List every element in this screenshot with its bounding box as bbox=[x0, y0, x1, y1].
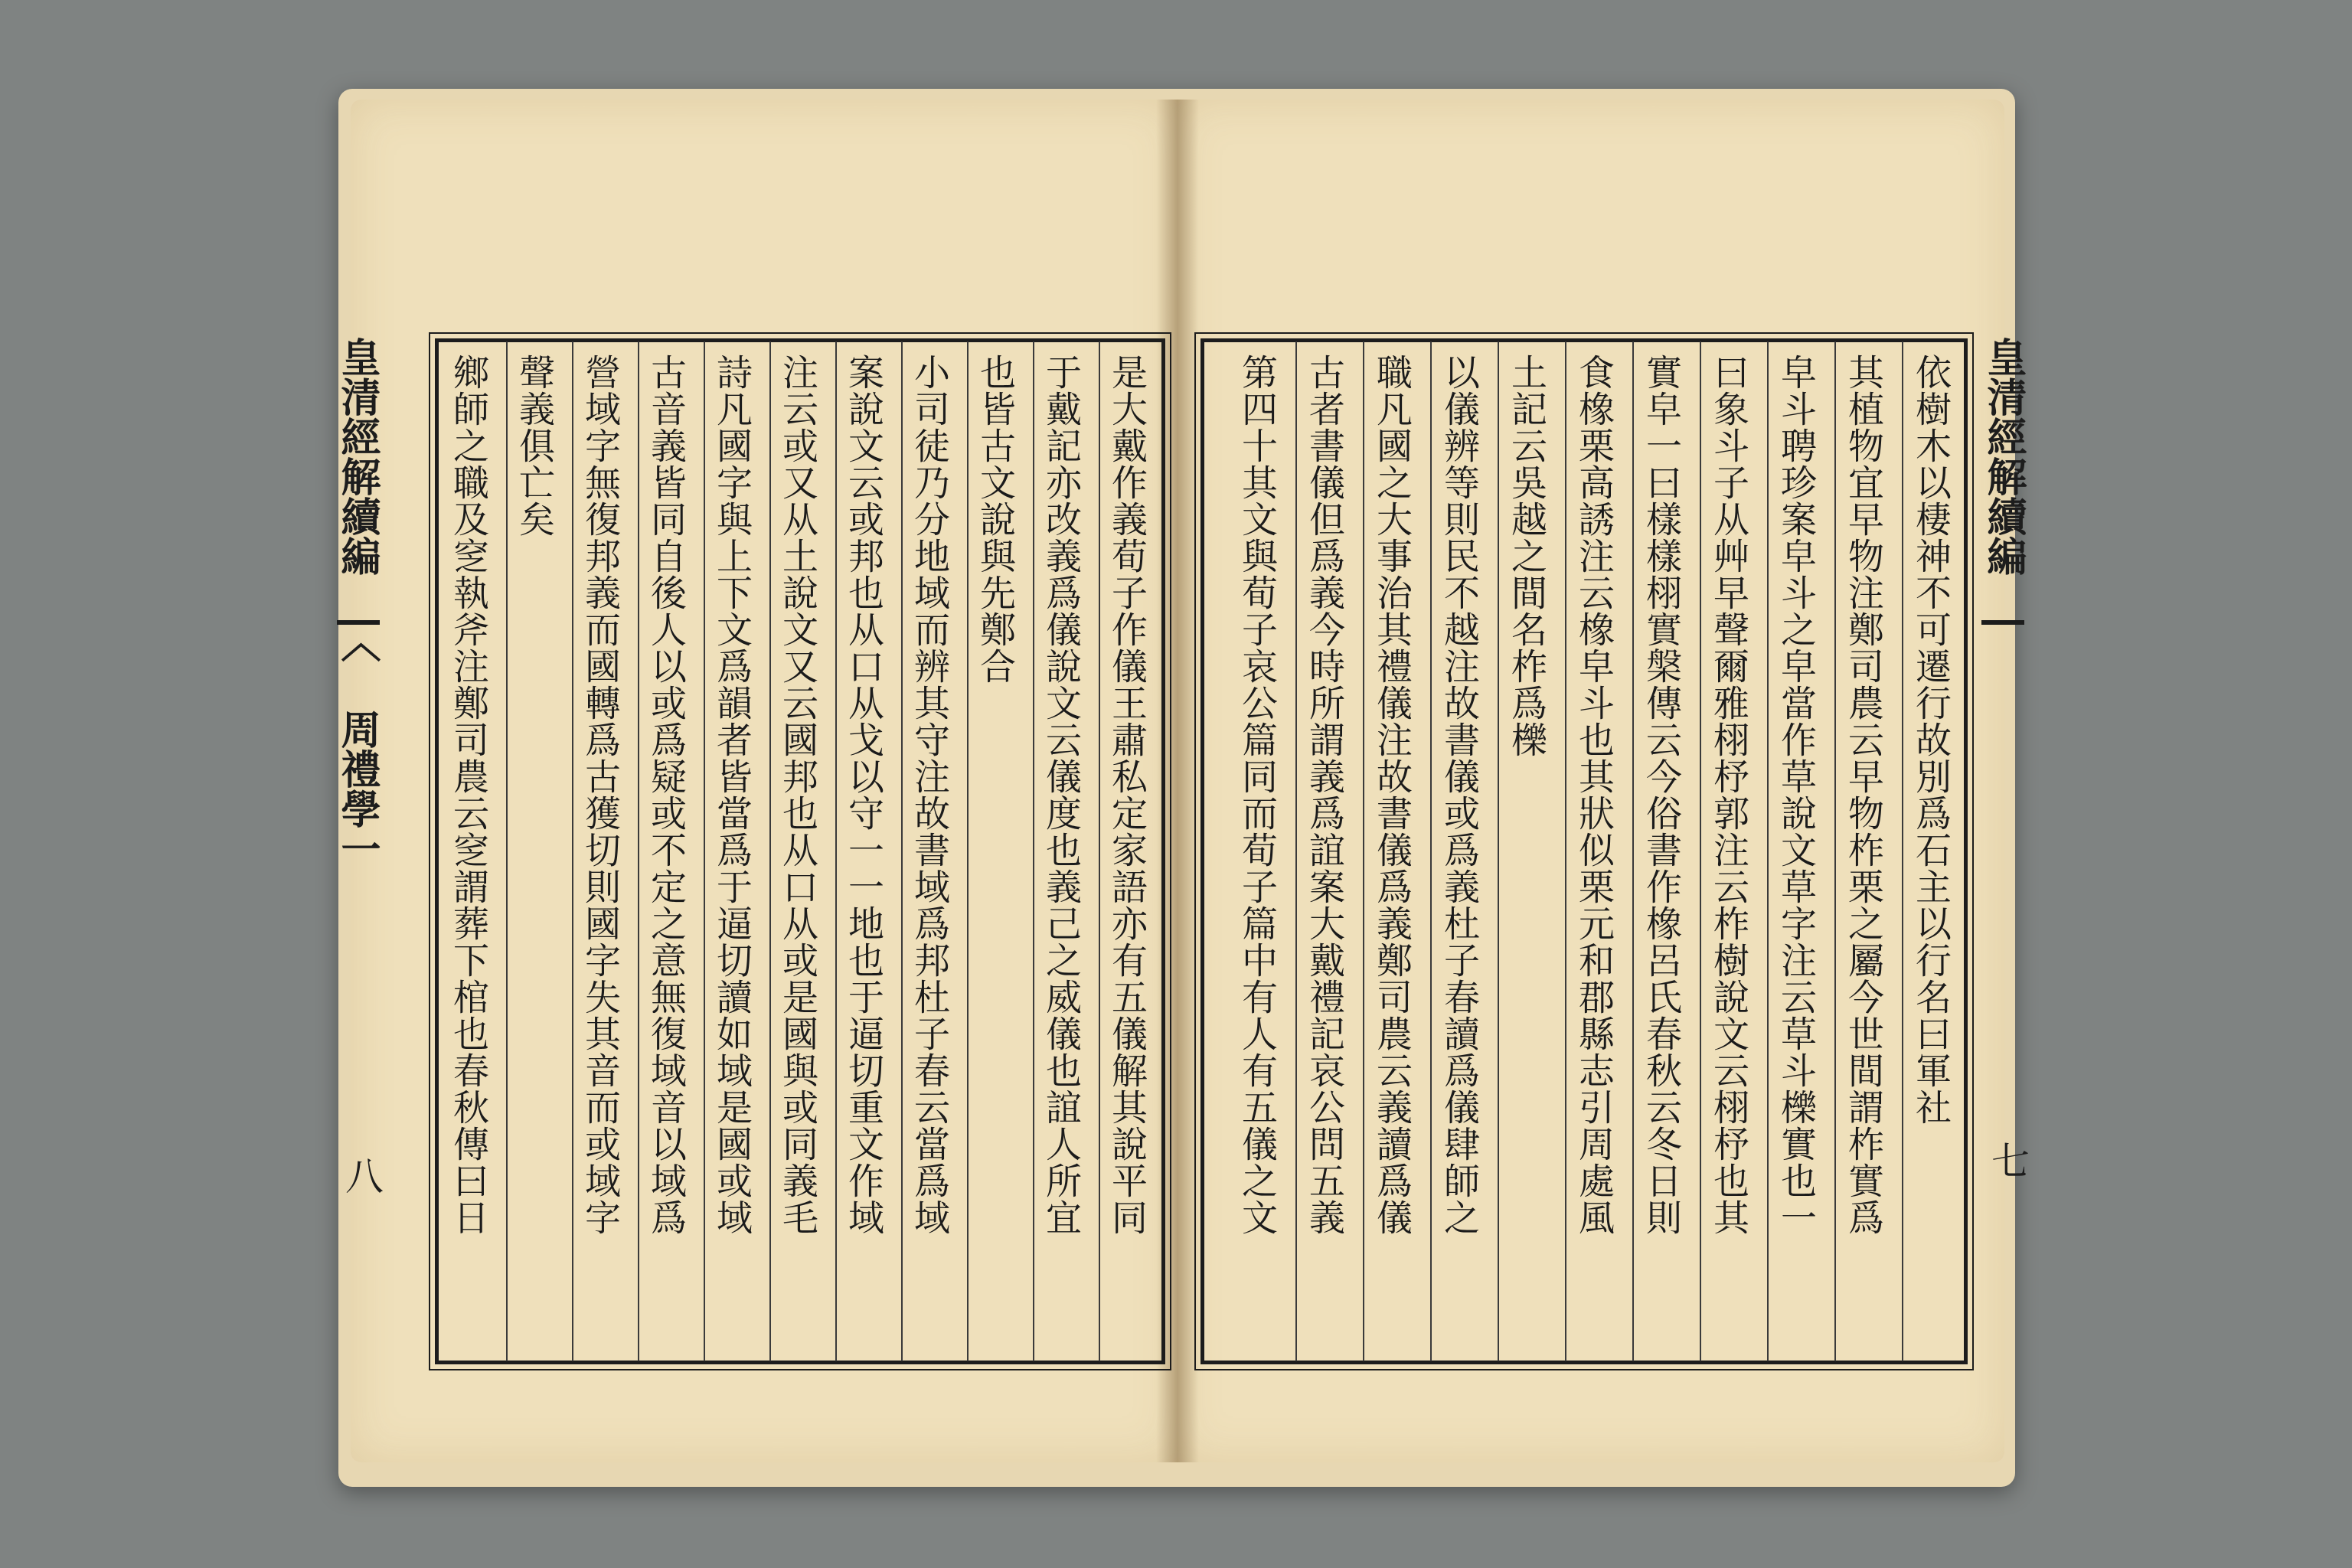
right-column-rule bbox=[1834, 341, 1836, 1361]
left-column-rule bbox=[901, 341, 903, 1361]
left-column-rule bbox=[769, 341, 771, 1361]
right-column-rule bbox=[1632, 341, 1634, 1361]
right-column-rule bbox=[1430, 341, 1432, 1361]
right-column-rule bbox=[1498, 341, 1499, 1361]
left-column-10: 聲義俱亡矣 bbox=[513, 354, 555, 537]
right-column-9: 職凡國之大事治其禮儀注故書儀爲義鄭司農云義讀爲儀 bbox=[1370, 354, 1413, 1236]
left-column-8: 古音義皆同自後人以或爲疑或不定之意無復域音以域爲 bbox=[645, 354, 687, 1236]
left-column-rule bbox=[1099, 341, 1100, 1361]
left-column-9: 營域字無復邦義而國轉爲古獲切則國字失其音而或域字 bbox=[579, 354, 621, 1236]
left-column-11: 鄉師之職及窆執斧注鄭司農云窆謂葬下棺也春秋傳曰日 bbox=[447, 354, 489, 1236]
right-column-6: 食橡栗高誘注云橡皁斗也其狀似栗元和郡縣志引周處風 bbox=[1573, 354, 1615, 1236]
right-column-3: 皁斗聘珍案皁斗之皁當作草說文草字注云草斗櫟實也一 bbox=[1775, 354, 1817, 1236]
left-column-rule bbox=[506, 341, 508, 1361]
right-column-rule bbox=[1295, 341, 1297, 1361]
right-book-title: 皇清經解續編 bbox=[1980, 337, 2027, 576]
right-column-4: 曰象斗子从艸早聲爾雅栩杼郭注云柞樹說文云栩杼也其 bbox=[1707, 354, 1749, 1236]
right-column-2: 其植物宜早物注鄭司農云早物柞栗之屬今世間謂柞實爲 bbox=[1842, 354, 1884, 1236]
left-column-4: 小司徒乃分地域而辨其守注故書域爲邦杜子春云當爲域 bbox=[908, 354, 950, 1236]
left-column-rule bbox=[572, 341, 573, 1361]
left-fishtail-mark bbox=[337, 620, 380, 645]
left-column-6: 注云或又从土說文又云國邦也从口从或是國與或同義毛 bbox=[776, 354, 818, 1236]
left-column-rule bbox=[835, 341, 837, 1361]
left-column-rule bbox=[1033, 341, 1034, 1361]
right-column-5: 實皁一曰樣樣栩實槃傳云今俗書作橡呂氏春秋云冬日則 bbox=[1640, 354, 1682, 1236]
left-section-title: 周禮學一 bbox=[334, 709, 381, 868]
left-column-2: 于戴記亦改義爲儀說文云儀度也義己之威儀也誼人所宜 bbox=[1040, 354, 1082, 1236]
left-column-1: 是大戴作義荀子作儀王肅私定家語亦有五儀解其說平同 bbox=[1106, 354, 1148, 1236]
left-column-rule bbox=[638, 341, 639, 1361]
left-margin-title bbox=[332, 337, 381, 1102]
right-column-8: 以儀辨等則民不越注故書儀或爲義杜子春讀爲儀肆師之 bbox=[1438, 354, 1480, 1236]
right-column-rule bbox=[1565, 341, 1566, 1361]
left-column-rule bbox=[967, 341, 969, 1361]
left-column-7: 詩凡國字與上下文爲韻者皆當爲于逼切讀如域是國或域 bbox=[710, 354, 753, 1236]
left-title-separator: 〈 bbox=[334, 622, 381, 662]
left-column-rule bbox=[704, 341, 705, 1361]
right-column-rule bbox=[1767, 341, 1769, 1361]
right-column-rule bbox=[1700, 341, 1701, 1361]
left-folio: 八 bbox=[339, 1156, 384, 1194]
right-column-11: 第四十其文與荀子哀公篇同而荀子篇中有人有五儀之文 bbox=[1236, 354, 1278, 1236]
right-column-1: 依樹木以棲神不可遷行故別爲石主以行名曰軍社 bbox=[1909, 354, 1952, 1125]
right-column-rule bbox=[1363, 341, 1364, 1361]
right-folio: 七 bbox=[1985, 1141, 2030, 1179]
right-margin-title bbox=[1978, 337, 2027, 1102]
right-fishtail-mark bbox=[1981, 620, 2024, 645]
right-column-10: 古者書儀但爲義今時所謂義爲誼案大戴禮記哀公問五義 bbox=[1303, 354, 1345, 1236]
left-column-5: 案說文云或邦也从口从戈以守一一地也于逼切重文作域 bbox=[842, 354, 884, 1236]
left-column-3: 也皆古文說與先鄭合 bbox=[974, 354, 1016, 684]
right-column-rule bbox=[1902, 341, 1903, 1361]
right-column-7: 土記云吳越之間名柞爲櫟 bbox=[1505, 354, 1547, 758]
left-book-title: 皇清經解續編 bbox=[334, 337, 381, 576]
